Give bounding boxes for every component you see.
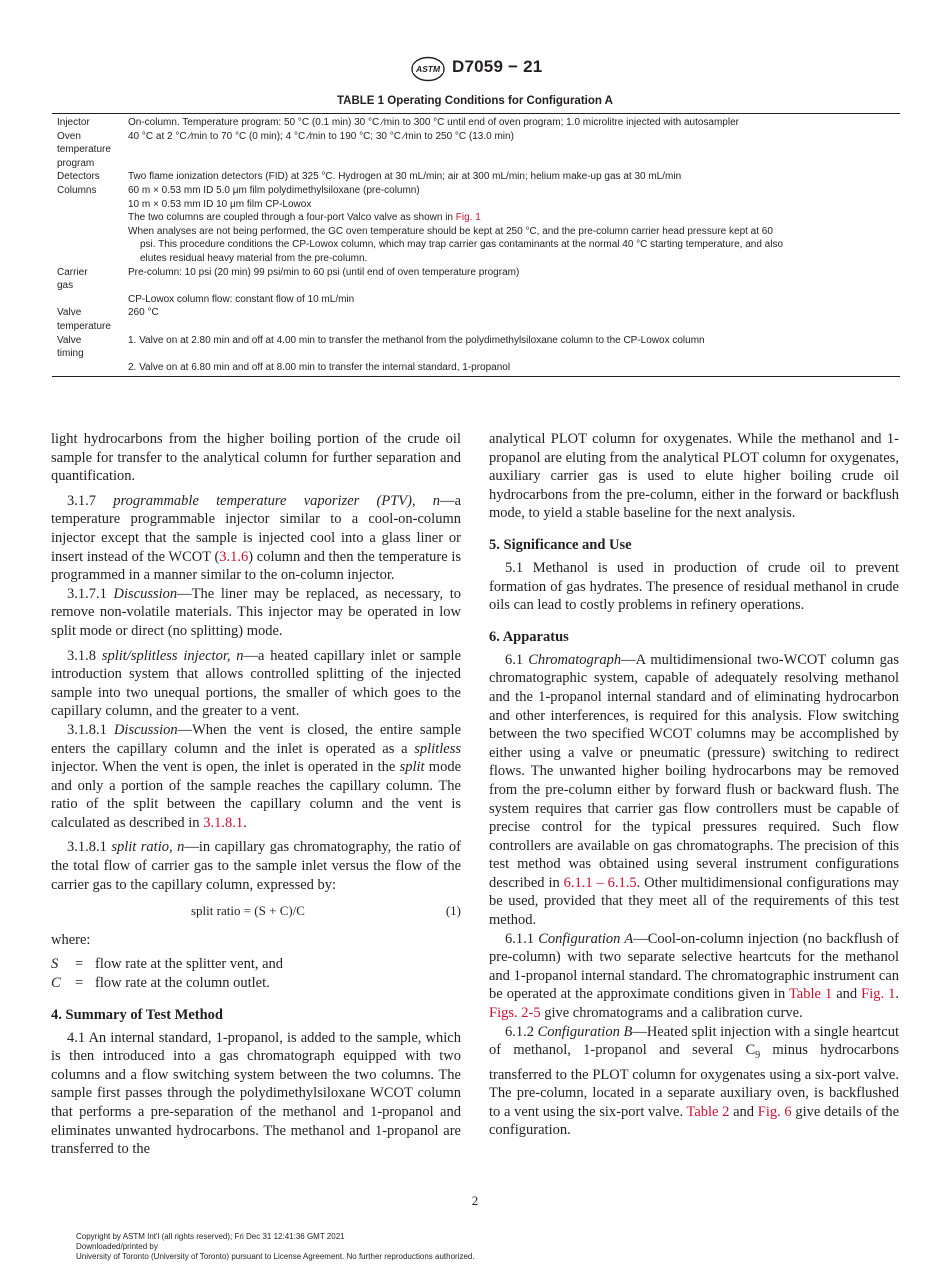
fig-1-link[interactable]: Fig. 1 [455,212,481,224]
table-row [52,266,900,307]
table-1-link[interactable]: Table 1 [788,986,833,1003]
section-6-heading: 6. Apparatus [489,628,569,645]
copyright-footer: Copyright by ASTM Int'l (all rights reserved); Fri Dec 31 12:41:36 GMT 2021 Downloaded/printed by University of Toronto (University of Toronto) pursuant to License Agreement. No further reproductions authorized. [76,1232,475,1261]
row-value: 40 °C at 2 °C ⁄min to 70 °C (0 min); 4 °C ⁄min to 190 °C; 30 °C ⁄min to 250 °C (13.0 min) [128,130,514,142]
row-value: 1. Valve on at 2.80 min and off at 4.00 min to transfer the methanol from the polydimethylsiloxane column to the CP-Lowox column 2. Valve on at 6.80 min and off at 8.00 min to transfer the internal standard, 1-propanol [128,334,705,373]
section-3-1-8: 3.1.8 split/splitless injector, n—a heated capillary inlet or sample introduction system that allows controlled splitting of the injected sample into two unequal portions, the smaller of which goes to the capillary column, and the greater to a vent. [51,647,462,720]
section-6-1-2: 6.1.2 Configuration B—Heated split injection with a single heartcut of methanol, 1-propanol and several $C_9$ minus hydrocarbons transferred to the PLOT column for oxygenates using a six-port valve. The pre-column, located in a separate auxiliary oven, is backflushed to a vent using the six-port valve. Table 2 and Fig. 6 give details of the configuration. [489,1023,900,1139]
row-label: Carrier gas [57,266,88,292]
ref-3-1-8-1-link[interactable]: 3.1.8.1 [203,814,244,831]
row-value: Pre-column: 10 psi (20 min) 99 psi/min to 60 psi (until end of oven temperature program) CP-Lowox column flow: constant flow of 10 mL/min [128,266,520,305]
table-row [52,334,900,375]
section-4-1: 4.1 An internal standard, 1-propanol, is added to the sample, which is then introduced into a gas chromatograph equipped with two columns and a flow switching system between the two columns. The sample first passes through the polydimethylsiloxane WCOT column that performs a pre-separation of the methanol and 1-propanol and eliminates unwanted hydrocarbons. The methanol and 1-propanol are transferred to the [51,1029,461,1158]
ref-3-1-6-link[interactable]: 3.1.6 [219,548,249,565]
equation-text: split ratio = (S + C)/C [191,903,305,919]
section-3-1-7-1: 3.1.7.1 Discussion—The liner may be replaced, as necessary, to remove non-volatile materials. This injector may be operated in low split mode or direct (no splitting) mode. [51,585,462,639]
astm-logo-icon [410,56,446,82]
figs-2-5-link[interactable]: Figs. 2-5 [489,1005,541,1022]
table-row [52,170,900,184]
paragraph-continued: analytical PLOT column for oxygenates. While the methanol and 1-propanol are eluting from the analytical PLOT column for oxygenates, auxiliary carrier gas is used to elute higher boiling crude oil hydrocarbons from the pre-column, either in the forward or backflush mode, to yield a stable baseline for the next analysis. [489,431,899,522]
section-3-1-8-1: 3.1.8.1 Discussion—When the vent is closed, the entire sample enters the capillary column and the inlet is operated as a splitless injector. When the vent is open, the inlet is operated in the split mode and only a portion of the sample reaches the capillary column. The ratio of the split between the capillary column and the vent is calculated as described in 3.1.8.1. [51,721,462,831]
table-row [52,184,900,266]
ref-6-1-1-link[interactable]: 6.1.1 – 6.1.5 [563,874,637,891]
row-label: Injector [57,117,90,128]
page-number: 2 [471,1193,479,1208]
section-4-heading: 4. Summary of Test Method [51,1006,223,1023]
document-header [0,56,950,82]
row-label: Valve temperature [57,307,111,332]
left-column [51,430,461,1159]
right-column [489,430,899,1140]
fig-1-link[interactable]: Fig. 1 [861,986,896,1003]
table-row [52,306,900,333]
row-label: Columns [57,184,97,196]
section-6-1: 6.1 Chromatograph—A multidimensional two-WCOT column gas chromatographic system, capable of adequately resolving methanol and the 1-propanol internal standard and of eliminating hydrocarbon and other interferences, is required for this analysis. Flow switching between the two specified WCOT columns may be accomplished by either using a valve or pneumatic (pressure) switching to redirect flows. The unwanted higher boiling hydrocarbons may be removed from the pre-column either by forward flush or backward flush. The system requires that carrier gas flow controllers must be capable of precise control for the typical pressures required. Such flow controllers are available on gas chromatographs. The precision of this test method was obtained using several instrument configurations described in 6.1.1 – 6.1.5. Other multidimensional configurations may be used, provided that they meet all of the requirements of this test method. [489,651,900,929]
table-row [52,130,900,171]
equation-number: (1) [445,903,461,919]
section-split-ratio: 3.1.8.1 split ratio, n—in capillary gas chromatography, the ratio of the total flow of carrier gas to the sample inlet versus the flow of the carrier gas to the capillary column, expressed by: [51,839,461,893]
section-3-1-7: 3.1.7 programmable temperature vaporizer (PTV), n—a temperature programmable injector similar to a cool-on-column injector except that the sample is injected cool into a glass liner or insert instead of the WCOT (3.1.6) column and then the temperature is programmed in a manner similar to the on-column injector. [51,492,462,584]
definitions-list [51,955,461,992]
row-value: Two flame ionization detectors (FID) at 325 °C. Hydrogen at 30 mL/min; air at 300 mL/min; helium make-up gas at 30 mL/min [128,171,682,183]
row-value: 260 °C [128,307,159,319]
definition-item: S = flow rate at the splitter vent, and [51,956,284,973]
definition-item: C = flow rate at the column outlet. [51,975,270,992]
row-value: On-column. Temperature program: 50 °C (0.1 min) 30 °C ⁄min to 300 °C until end of oven program; 1.0 microlitre injected with autosampler [128,117,739,128]
row-label: Oven temperature program [57,130,111,169]
where-label: where: [51,931,91,948]
section-5-1: 5.1 Methanol is used in production of crude oil to prevent formation of gas hydrates. The presence of residual methanol in crude oils can lead to costly problems in refinery operations. [489,559,900,614]
row-value: 60 m × 0.53 mm ID 5.0 μm film polydimethylsiloxane (pre-column) 10 m × 0.53 mm ID 10 μm film CP-Lowox The two columns are coupled through a four-port Valco valve as shown in Fig. 1 When analyses are not being performed, the GC oven temperature should be kept at 250 °C, and the pre-column carrier head pressure kept at 60 psi. This procedure conditions the CP-Lowox column, which may trap carrier gas contaminants at the normal 40 °C starting temperature, and also elutes residual heavy material from the pre-column. [128,184,784,264]
table-row [52,116,900,130]
row-label: Valve timing [57,334,84,360]
operating-conditions-table [52,113,900,377]
equation-1 [51,902,461,921]
table-caption: TABLE 1 Operating Conditions for Configuration A [337,95,613,107]
table-2-link[interactable]: Table 2 [686,1103,730,1120]
row-label: Detectors [57,171,100,183]
paragraph-continued: light hydrocarbons from the higher boiling portion of the crude oil sample for transfer to the analytical column for further separation and quantification. [51,431,461,485]
fig-6-link[interactable]: Fig. 6 [757,1103,792,1120]
designation: D7059 − 21 [452,57,543,76]
section-6-1-1: 6.1.1 Configuration A—Cool-on-column injection (no backflush of pre-column) with two separate selective heartcuts for the methanol and 1-propanol internal standard. The chromatographic instrument can be operated at the approximate conditions given in Table 1 and Fig. 1. Figs. 2-5 give chromatograms and a calibration curve. [489,930,900,1022]
logo-text: ASTM [415,64,441,75]
section-5-heading: 5. Significance and Use [489,536,632,553]
